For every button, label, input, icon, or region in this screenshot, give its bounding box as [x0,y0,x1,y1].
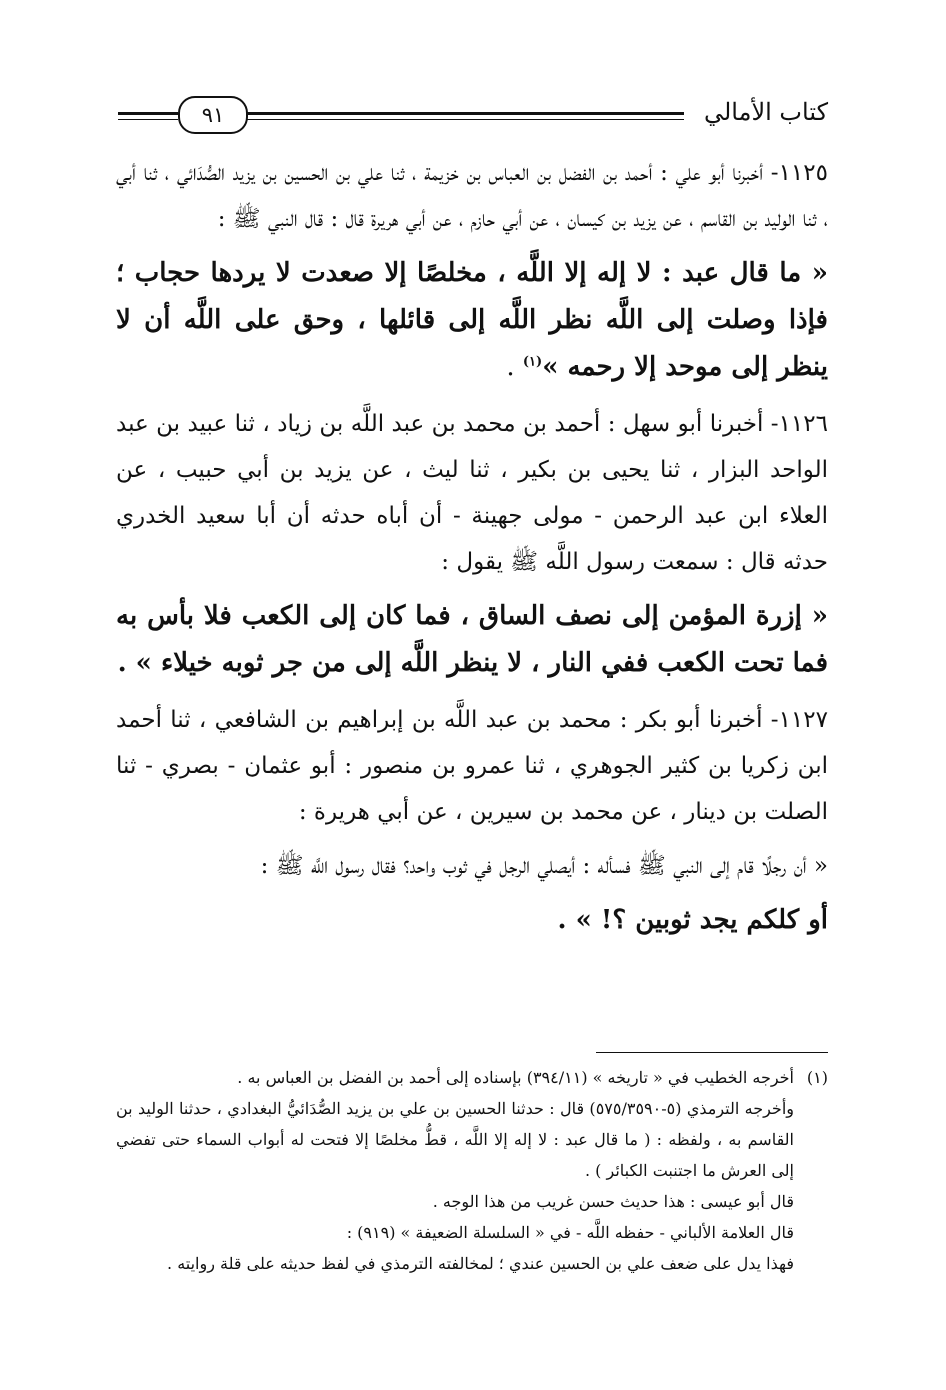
footnote-reference[interactable]: (١) [522,354,543,370]
hadith-1126: « إزرة المؤمن إلى نصف الساق ، فما كان إلى الكعب فلا بأس به فما تحت الكعب ففي النار ، لا ينظر اللَّه إلى من جر ثوبه خيلاء » . [116,601,828,678]
footnote-marker: (١) [806,1068,828,1087]
footnote-line: وأخرجه الترمذي (٥-٥٧٥/٣٥٩٠) قال : حدثنا الحسين بن علي بن يزيد الصُّدَائيُّ البغدادي ، حدثنا الوليد بن القاسم به ، ولفظه : ( ما قال عبد : لا إله إلا اللَّه ، قطُّ مخلصًا إلا فتحت له أبواب السماء حتى تفضي إلى العرش ما اجتنبت الكبائر ) . [116,1099,794,1180]
footnote-text: أخرجه الخطيب في « تاريخه » (٣٩٤/١١) بإسناده إلى أحمد بن الفضل بن العباس به . [237,1068,794,1087]
header-rule-right-thin [244,119,684,120]
hadith-1125-text: « ما قال عبد : لا إله إلا اللَّه ، مخلصًا إلا صعدت لا يردها حجاب ؛ فإذا وصلت إلى اللَّه نظر اللَّه إلى قائلها ، وحق على اللَّه أن لا ينظر إلى موحد إلا رحمه » [116,258,828,382]
footnote-line: قال أبو عيسى : هذا حديث حسن غريب من هذا الوجه . [432,1192,794,1211]
footnote-line [116,1062,828,1093]
page-number: ٩١ [178,96,248,134]
header-rule-left-thin [118,119,178,120]
footnotes [116,1062,828,1279]
footnote-separator [596,1052,828,1053]
paragraph-1127: ١١٢٧- أخبرنا أبو بكر : محمد بن عبد اللَّه بن إبراهيم بن الشافعي ، ثنا أحمد ابن زكريا بن كثير الجوهري ، ثنا عمرو بن منصور : أبو عثمان - بصري - ثنا الصلت بن دينار ، عن محمد بن سيرين ، عن أبي هريرة : [116,707,828,825]
header-rule-left [118,112,178,115]
paragraph-1127-question: « أن رجلًا قام إلى النبي ﷺ فسأله : أيصلي الرجل في ثوب واحد؟ فقال رسول اللَّه ﷺ : [260,853,828,879]
hadith-1125-tail: . [506,352,523,382]
header-rule-right [244,112,684,115]
hadith-1125 [116,250,828,391]
paragraph-1126: ١١٢٦- أخبرنا أبو سهل : أحمد بن محمد بن عبد اللَّه بن زياد ، ثنا عبيد بن عبد الواحد البزار ، ثنا يحيى بن بكير ، ثنا ليث ، عن يزيد بن أبي حبيب ، عن العلاء ابن عبد الرحمن - مولى جهينة - أن أباه حدثه أن أبا سعيد الخدري حدثه قال : سمعت رسول اللَّه ﷺ يقول : [116,411,828,575]
main-text [116,150,828,954]
hadith-1127: أو كلكم يجد ثوبين ؟! » . [557,905,828,935]
footnote-line: قال العلامة الألباني - حفظه اللَّه - في « السلسلة الضعيفة » (٩١٩) : [346,1223,794,1242]
book-title: كتاب الأمالي [696,92,828,132]
footnote-line: فهذا يدل على ضعف علي بن الحسين عندي ؛ لمخالفته الترمذي في لفظ حديثه على قلة روايته . [167,1254,794,1273]
paragraph-1125: ١١٢٥- أخبرنا أبو علي : أحمد بن الفضل بن العباس بن خزيمة ، ثنا علي بن الحسين بن يزيد الصُّدَائي ، ثنا أبي ، ثنا الوليد بن القاسم ، عن يزيد بن كيسان ، عن أبي حازم ، عن أبي هريرة قال : قال النبي ﷺ : [116,160,828,232]
page-header [118,92,828,140]
